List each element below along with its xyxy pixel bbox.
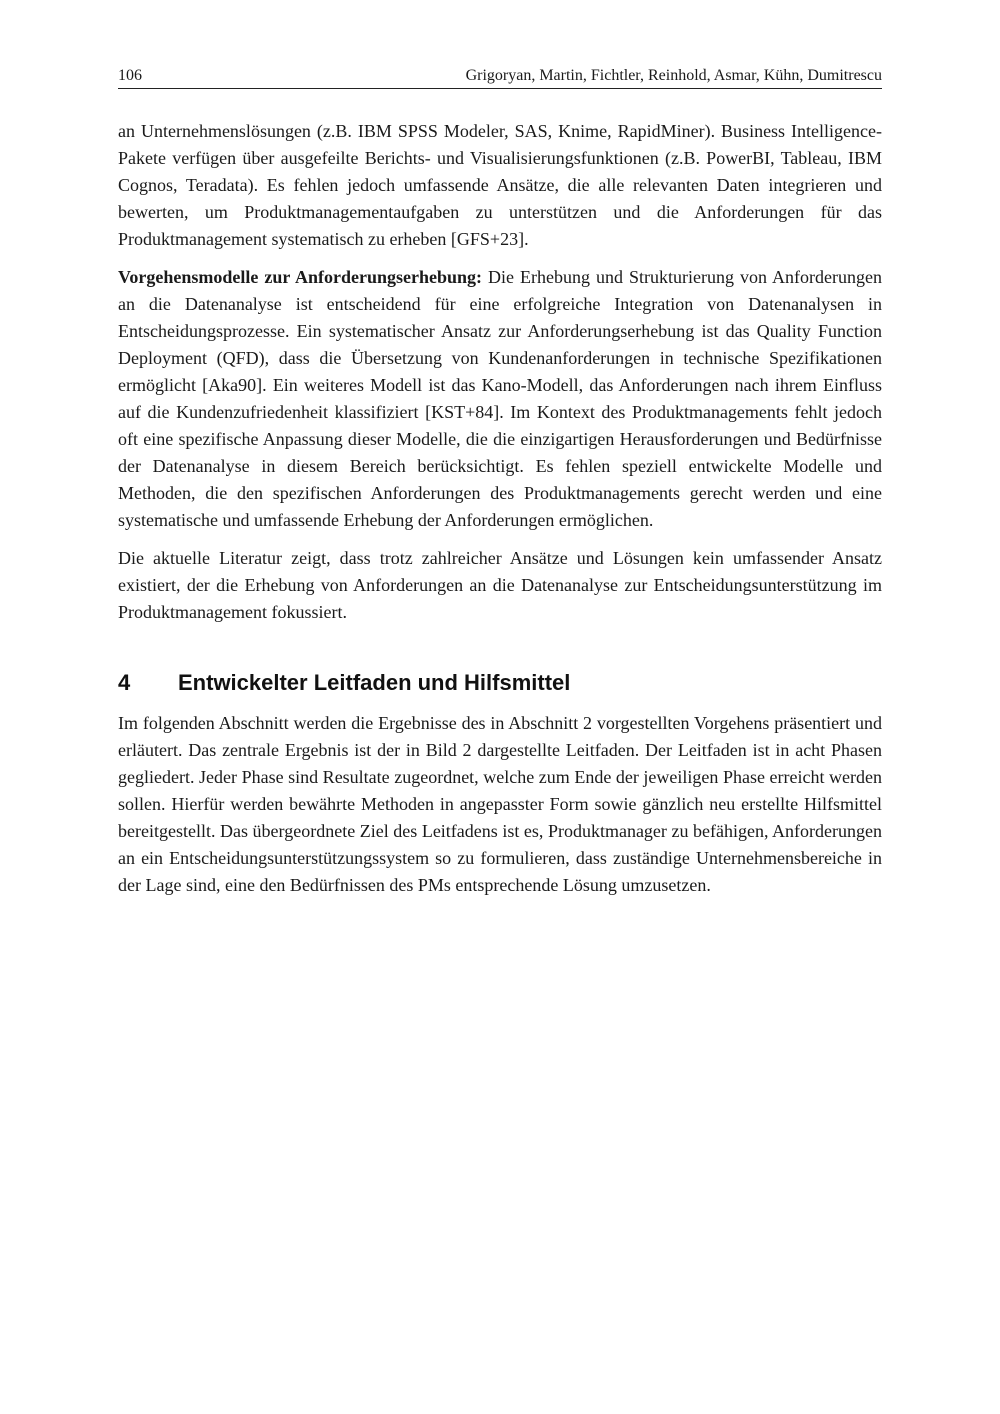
section-number: 4	[118, 670, 131, 695]
body-text	[118, 118, 882, 910]
paragraph-text: Die Erhebung und Strukturierung von Anforderungen an die Datenanalyse ist entscheidend für eine erfolgreiche Integration von Datenanalysen in Entscheidungsprozesse. Ein systematischer Ansatz zur Anforderungserhebung ist das Quality Function Deployment (QFD), dass die Übersetzung von Kundenanforderungen in technische Spezifikationen ermöglicht [Aka90]. Ein weiteres Modell ist das Kano-Modell, das Anforderungen nach ihrem Einfluss auf die Kundenzufriedenheit klassifiziert [KST+84]. Im Kontext des Produktmanagements fehlt jedoch oft eine spezifische Anpassung dieser Modelle, die die einzigartigen Herausforderungen und Bedürfnisse der Datenanalyse in diesem Bereich berücksichtigt. Es fehlen speziell entwickelte Modelle und Methoden, die den spezifischen Anforderungen des Produktmanagements gerecht werden und eine systematische und umfassende Erhebung der Anforderungen ermöglichen.	[118, 267, 882, 530]
page-header	[118, 64, 882, 89]
page-number: 106	[118, 67, 142, 84]
paragraph	[118, 264, 882, 534]
section-heading	[118, 666, 882, 700]
running-head-authors: Grigoryan, Martin, Fichtler, Reinhold, Asmar, Kühn, Dumitrescu	[465, 67, 882, 84]
paragraph-lead-in: Vorgehensmodelle zur Anforderungserhebung:	[118, 267, 483, 287]
paragraph: an Unternehmenslösungen (z.B. IBM SPSS Modeler, SAS, Knime, RapidMiner). Business Intelligence-Pakete verfügen über ausgefeilte Berichts- und Visualisierungsfunktionen (z.B. PowerBI, Tableau, IBM Cognos, Teradata). Es fehlen jedoch umfassende Ansätze, die alle relevanten Daten integrieren und bewerten, um Produktmanagementaufgaben zu unterstützen und die Anforderungen für das Produktmanagement systematisch zu erheben [GFS+23].	[118, 121, 882, 249]
section-title: Entwickelter Leitfaden und Hilfsmittel	[178, 670, 571, 695]
paragraph: Im folgenden Abschnitt werden die Ergebnisse des in Abschnitt 2 vorgestellten Vorgehens präsentiert und erläutert. Das zentrale Ergebnis ist der in Bild 2 dargestellte Leitfaden. Der Leitfaden ist in acht Phasen gegliedert. Jeder Phase sind Resultate zugeordnet, welche zum Ende der jeweiligen Phase erreicht werden sollen. Hierfür werden bewährte Methoden in angepasster Form sowie gänzlich neu erstellte Hilfsmittel bereitgestellt. Das übergeordnete Ziel des Leitfadens ist es, Produktmanager zu befähigen, Anforderungen an ein Entscheidungsunterstützungssystem so zu formulieren, dass zuständige Unternehmensbereiche in der Lage sind, eine den Bedürfnissen des PMs entsprechende Lösung umzusetzen.	[118, 713, 882, 895]
paragraph: Die aktuelle Literatur zeigt, dass trotz zahlreicher Ansätze und Lösungen kein umfassender Ansatz existiert, der die Erhebung von Anforderungen an die Datenanalyse zur Entscheidungsunterstützung im Produktmanagement fokussiert.	[118, 548, 882, 622]
